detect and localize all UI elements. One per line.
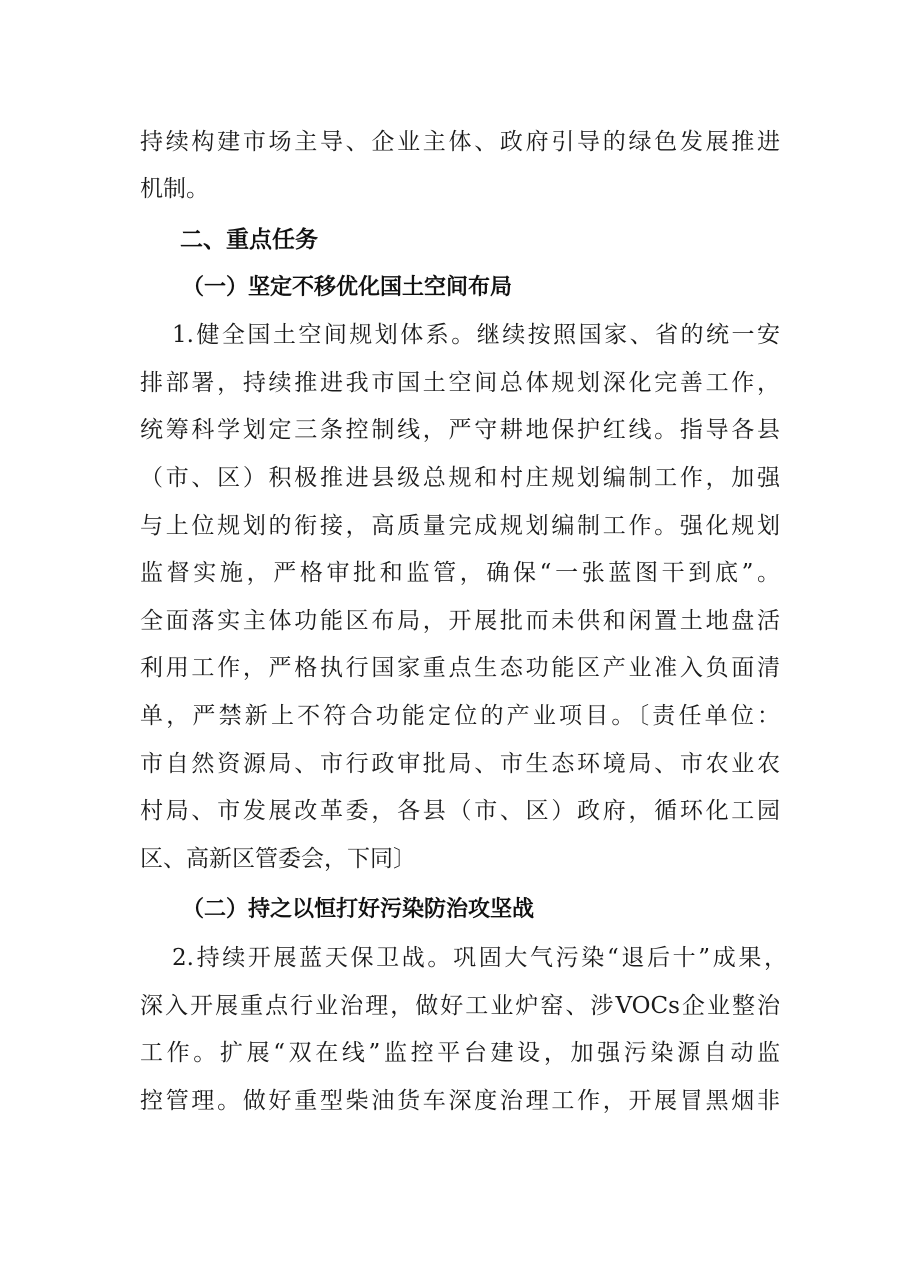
item-1-line-8: 利用工作，严格执行国家重点生态功能区产业准入负面清	[140, 655, 780, 681]
item-1-line-5: 与上位规划的衔接，高质量完成规划编制工作。强化规划	[140, 513, 780, 539]
section-heading: 二、重点任务	[180, 227, 318, 253]
item-1-line-1: 1.健全国土空间规划体系。继续按照国家、省的统一安	[172, 322, 780, 348]
item-2-line-2: 深入开展重点行业治理，做好工业炉窑、涉VOCs企业整治	[140, 993, 780, 1019]
intro-line-1: 持续构建市场主导、企业主体、政府引导的绿色发展推进	[140, 129, 780, 155]
item-1-line-4: （市、区）积极推进县级总规和村庄规划编制工作，加强	[140, 465, 780, 491]
item-2-line-1: 2.持续开展蓝天保卫战。巩固大气污染“退后十”成果，	[172, 945, 787, 971]
item-1-line-10: 市自然资源局、市行政审批局、市生态环境局、市农业农	[140, 751, 780, 777]
item-1-line-12: 区、高新区管委会，下同〕	[140, 846, 416, 872]
item-2-line-3: 工作。扩展“双在线”监控平台建设，加强污染源自动监	[140, 1040, 780, 1066]
item-1-line-7: 全面落实主体功能区布局，开展批而未供和闲置土地盘活	[140, 608, 780, 634]
subsection-2-heading: （二）持之以恒打好污染防治攻坚战	[182, 897, 535, 922]
item-1-line-11: 村局、市发展改革委，各县（市、区）政府，循环化工园	[140, 798, 780, 824]
item-1-line-6: 监督实施，严格审批和监管，确保“一张蓝图干到底”。	[140, 560, 780, 586]
item-1-line-2: 排部署，持续推进我市国土空间总体规划深化完善工作，	[140, 370, 780, 396]
item-1-line-9: 单，严禁新上不符合功能定位的产业项目。〔责任单位：	[140, 703, 780, 729]
subsection-1-heading: （一）坚定不移优化国土空间布局	[182, 275, 513, 300]
item-1-line-3: 统筹科学划定三条控制线，严守耕地保护红线。指导各县	[140, 417, 780, 443]
intro-line-2: 机制。	[140, 176, 209, 202]
item-2-line-4: 控管理。做好重型柴油货车深度治理工作，开展冒黑烟非	[140, 1088, 780, 1114]
